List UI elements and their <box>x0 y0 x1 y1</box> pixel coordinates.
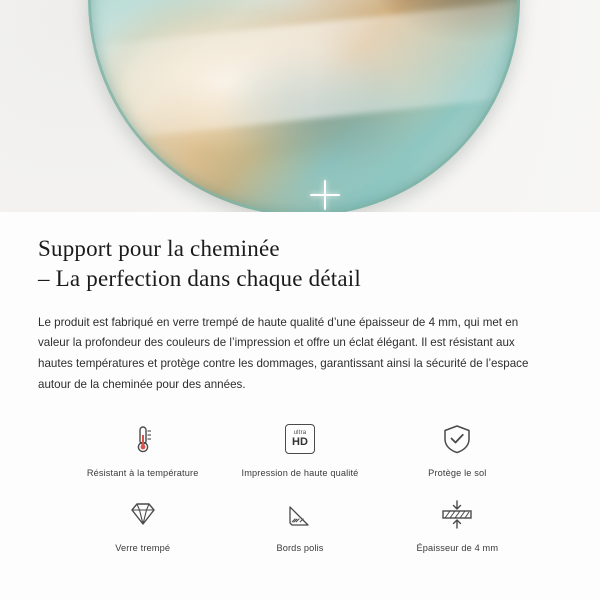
product-description-text: Le produit est fabriqué en verre trempé de haute qualité d’une épaisseur de 4 mm, qui met en valeur la profondeur des couleurs de l’impression et offre un éclat élégant. Il est résistant aux hautes températures et protège contre les dommages, garantissant ainsi la sécurité de l’espace autour de la cheminée pour des années. <box>38 315 529 391</box>
feature-list <box>38 419 562 553</box>
ultra-hd-badge-top: ultra <box>293 430 307 437</box>
polished-edges-icon <box>283 494 317 534</box>
feature-label: Impression de haute qualité <box>241 468 359 479</box>
feature-item-floor-protection <box>379 419 536 478</box>
diamond-icon <box>126 494 160 534</box>
sparkle-icon <box>310 180 340 210</box>
thickness-icon <box>437 494 477 534</box>
feature-label: Épaisseur de 4 mm <box>416 543 499 554</box>
feature-item-print-quality <box>221 419 378 478</box>
feature-item-tempered-glass <box>64 494 221 553</box>
shield-check-icon <box>440 419 474 459</box>
feature-item-thickness <box>379 494 536 553</box>
headline-line-2: – La perfection dans chaque détail <box>38 266 361 292</box>
feature-item-temperature <box>64 419 221 478</box>
hero-product-image <box>0 0 600 212</box>
content-section <box>0 212 600 553</box>
ultra-hd-icon <box>285 419 315 459</box>
feature-label: Résistant à la température <box>86 468 199 479</box>
page-title <box>38 234 562 295</box>
feature-label: Verre trempé <box>115 543 171 554</box>
feature-label: Protège le sol <box>428 468 487 479</box>
feature-item-polished-edges <box>221 494 378 553</box>
feature-label: Bords polis <box>276 543 324 554</box>
headline-line-1: Support pour la cheminée <box>38 236 280 261</box>
ultra-hd-badge-bottom: HD <box>292 436 308 449</box>
thermometer-icon <box>126 419 160 459</box>
